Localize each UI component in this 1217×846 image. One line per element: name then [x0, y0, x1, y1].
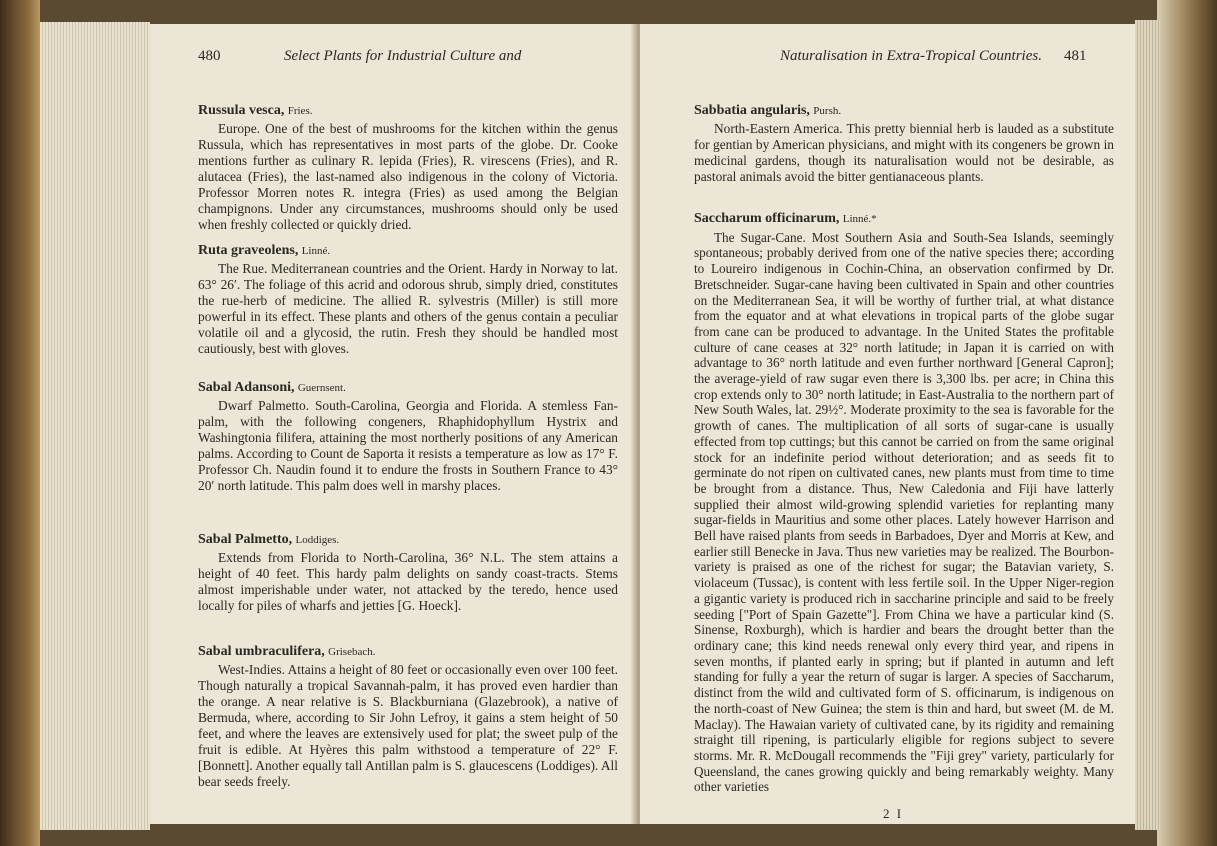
- entry-text: Dwarf Palmetto. South-Carolina, Georgia and Florida. A stemless Fan-palm, with the following congeners, Rhaphidophyllum Hystrix and Washingtonia filifera, attaining the most northerly positions of any American palms. According to Count de Saporta it resists a temperature as low as 17° F. Professor Ch. Naudin found it to endure the frosts in Southern France to 43° 20′ north latitude. This palm does well in marshy places.: [198, 398, 618, 494]
- headword: Sabal umbraculifera,: [198, 644, 325, 659]
- entry-ruta-graveolens: [198, 242, 618, 357]
- right-running-head: Naturalisation in Extra-Tropical Countries.: [780, 48, 1042, 64]
- entry-saccharum-officinarum: [694, 210, 1114, 795]
- headword: Saccharum officinarum,: [694, 211, 840, 226]
- page-edges-left: [40, 22, 150, 830]
- entry-text: Extends from Florida to North-Carolina, 36° N.L. The stem attains a height of 40 feet. This hardy palm delights on sandy coast-tracts. Stems almost imperishable under water, not attacked by the teredo, hence used locally for piles of wharfs and jetties [G. Hoeck].: [198, 550, 618, 614]
- book-spine-shadow-left: [0, 0, 40, 846]
- headword: Sabal Adansoni,: [198, 380, 295, 395]
- entry-sabal-adansoni: [198, 379, 618, 494]
- headword: Sabal Palmetto,: [198, 532, 293, 547]
- signature-mark: 2 I: [883, 806, 904, 821]
- entry-text: Europe. One of the best of mushrooms for the kitchen within the genus Russula, which has representatives in most parts of the globe. Dr. Cooke mentions further as culinary R. lepida (Fries), R. virescens (Fries), and R. alutacea (Fries), the last-named also indigenous in the colony of Victoria. Professor Morren notes R. integra (Fries) as used among the Belgian champignons. Under any circumstances, mushrooms should only be used when freshly collected or quickly dried.: [198, 121, 618, 233]
- entry-text: The Rue. Mediterranean countries and the Orient. Hardy in Norway to lat. 63° 26′. The foliage of this acrid and odorous shrub, simply dried, constitutes the rue-herb of medicine. The allied R. sylvestris (Miller) is still more powerful in its effect. These plants and others of the genus contain a peculiar volatile oil and a glycosid, the rutin. Fresh they should be handled most cautiously, best with gloves.: [198, 261, 618, 357]
- left-page-number: 480: [198, 48, 221, 64]
- entry-text: North-Eastern America. This pretty biennial herb is lauded as a substitute for gentian by American physicians, and might with its congeners be grown in medicinal gardens, though its naturalisation would not be desirable, as pastoral animals avoid the bitter gentianaceous plants.: [694, 121, 1114, 185]
- authority: Linné.: [301, 245, 331, 257]
- left-running-head: Select Plants for Industrial Culture and: [284, 48, 522, 64]
- authority: Linné.*: [842, 213, 877, 225]
- book-cover-edge-right: [1157, 0, 1217, 846]
- entry-text: West-Indies. Attains a height of 80 feet or occasionally even over 100 feet. Though naturally a tropical Savannah-palm, it has proved even hardier than the orange. A near relative is S. Blackburniana (Glazebrook), a native of Bermuda, where, according to Sir John Lefroy, it gains a stem height of 50 feet, and where the leaves are extensively used for plat; the sweet pulp of the fruit is edible. At Hyères this palm withstood a temperature of 22° F. [Bonnett]. Another equally tall Antillan palm is S. glaucescens (Loddiges). All bear seeds freely.: [198, 662, 618, 790]
- headword: Ruta graveolens,: [198, 243, 299, 258]
- entry-sabbatia-angularis: [694, 102, 1114, 185]
- page-edges-right: [1135, 20, 1160, 830]
- authority: Pursh.: [813, 105, 842, 117]
- entry-sabal-umbraculifera: [198, 643, 618, 790]
- authority: Loddiges.: [295, 534, 340, 546]
- right-page-number: 481: [1064, 48, 1087, 64]
- headword: Sabbatia angularis,: [694, 103, 810, 118]
- entry-sabal-palmetto: [198, 531, 618, 614]
- entry-russula-vesca: [198, 102, 618, 233]
- authority: Fries.: [287, 105, 313, 117]
- authority: Grisebach.: [328, 646, 376, 658]
- headword: Russula vesca,: [198, 103, 285, 118]
- entry-text: The Sugar-Cane. Most Southern Asia and South-Sea Islands, seemingly spontaneous; probably derived from one of the native species there; according to Loureiro indigenous in Cochin-China, an observation confirmed by Dr. Bretschneider. Sugar-cane having been cultivated in Spain and other countries on the Mediterranean Sea, it will be worthy of further trial, at what distance from the equator and at what elevations in tropical parts of the globe sugar from cane can be produced to advantage. In the United States the profitable culture of cane ceases at 32° north latitude; in Japan it is carried on with advantage to 36° north latitude and even further northward [General Capron]; the average-yield of raw sugar even there is 3,300 lbs. per acre; in China this crop extends only to 30° north latitude; in East-Australia to the northern part of New South Wales, lat. 29½°. Moderate proximity to the sea is favorable for the growth of canes. The multiplication of all sorts of sugar-cane is usually effected from top cuttings; but this cannot be carried on from the same original stock for an indefinite period without deterioration; and as seeds fit to germinate do not ripen on cultivated canes, new plants must from time to time be brought from a distance. Thus, New Caledonia and Fiji have latterly supplied their almost wild-growing splendid varieties for replanting many sugar-fields in Mauritius and some other places. Lately however Harrison and Bell have raised plants from seeds in Barbadoes, Dyer and Morris at Kew, and earlier still Benecke in Java. Thus new varieties may be realized. The Bourbon-variety is praised as one of the richest for sugar; the Batavian variety, S. violaceum (Tussac), is content with less fertile soil. In the Upper Niger-region a gigantic variety is produced rich in saccharine principle and said to be freely seeding ["Port of Spain Gazette"]. From China we have a particular kind (S. Sinense, Roxburgh), which is hardier and bears the drought better than the ordinary cane; this kind needs renewal only every third year, and ripens in seven months, if planted early in spring; but if planted in autumn and left standing for fully a year the return of sugar is larger. A species of Saccharum, distinct from the wild and cultivated form of S. officinarum, is indigenous on the north-coast of New Guinea; the stem is thin and hard, but sweet (M. de M. Maclay). The Hawaian variety of cultivated cane, by its rigidity and remaining straight till ripening, is particularly eligible for regions subject to severe storms. Mr. R. McDougall recommends the "Fiji grey" variety, particularly for Queensland, the canes growing quickly and being remarkably weighty. Many other varieties: [694, 229, 1114, 795]
- authority: Guernsent.: [297, 382, 346, 394]
